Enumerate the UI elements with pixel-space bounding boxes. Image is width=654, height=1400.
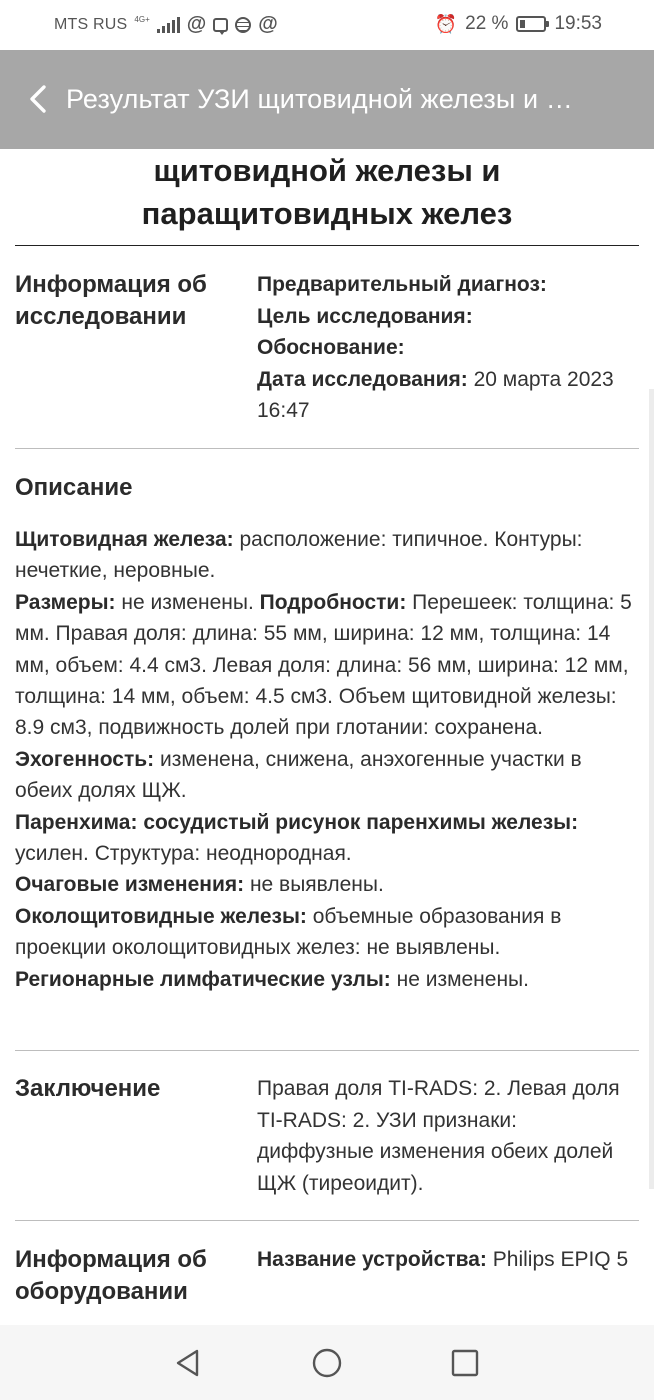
focal-text: не выявлены.	[244, 873, 384, 897]
size-label: Размеры:	[15, 590, 116, 614]
back-button[interactable]	[22, 81, 58, 117]
nav-back-icon	[170, 1345, 206, 1381]
size-text: не изменены.	[115, 590, 260, 614]
nav-home-icon	[309, 1345, 345, 1381]
document-title-line2: паращитовидных желез	[141, 196, 513, 231]
battery-icon	[516, 16, 546, 32]
study-date-label: Дата исследования:	[257, 367, 468, 391]
parenchyma-label: Паренхима: сосудистый рисунок паренхимы железы:	[15, 810, 579, 834]
nav-home-button[interactable]	[309, 1345, 345, 1381]
page-title: Результат УЗИ щитовидной железы и …	[66, 84, 573, 114]
device-label: Название устройства:	[257, 1248, 487, 1271]
thyroid-text: расположение: типичное. Контуры: нечеткие, неровные.	[15, 528, 583, 583]
document-title-line1: щитовидной железы и	[153, 153, 501, 188]
nav-recent-icon	[447, 1345, 483, 1381]
message-icon	[213, 18, 228, 32]
description-text	[15, 524, 639, 995]
nav-recent-button[interactable]	[447, 1345, 483, 1381]
nav-back-button[interactable]	[170, 1345, 206, 1381]
preliminary-diagnosis-label: Предварительный диагноз:	[257, 273, 547, 296]
lymph-text: не изменены.	[390, 967, 529, 991]
justification	[257, 332, 637, 364]
study-purpose	[257, 301, 637, 333]
network-type: 4G+	[134, 14, 150, 24]
alarm-icon: ⏰	[434, 13, 458, 34]
parathyroid-text: объемные образования в проекции околощитовидных желез: не выявлены.	[15, 904, 562, 960]
chevron-left-icon	[22, 81, 58, 117]
thyroid-label: Щитовидная железа:	[15, 528, 234, 551]
app-header	[0, 50, 654, 149]
description-heading: Описание	[15, 474, 133, 501]
parenchyma-text: усилен. Структура: неоднородная.	[15, 842, 352, 866]
equipment-values	[257, 1244, 637, 1276]
preliminary-diagnosis	[257, 269, 637, 301]
study-info-values	[257, 269, 637, 427]
scrollbar[interactable]	[649, 389, 654, 1189]
study-date-value: 20 марта 2023 16:47	[257, 367, 614, 422]
device-value: Philips EPIQ 5	[486, 1248, 629, 1271]
lymph-label: Регионарные лимфатические узлы:	[15, 967, 391, 991]
report-content[interactable]	[0, 149, 654, 1325]
details-text: Перешеек: толщина: 5 мм. Правая доля: длина: 55 мм, ширина: 12 мм, толщина: 14 мм, объем: 4.4 см3. Левая доля: длина: 56 мм, ширина: 12 мм, толщина: 14 мм, объем: 4.5 см3. Объем щитовидной железы: 8.9 см3, подвижность долей при глотании: сохранена.	[15, 590, 632, 740]
battery-fill	[520, 20, 525, 28]
at-icon: @	[258, 13, 278, 35]
conclusion-label: Заключение	[15, 1075, 161, 1102]
echo-label: Эхогенность:	[15, 747, 155, 771]
battery-percent: 22 %	[465, 13, 509, 34]
equipment-label: Информация об оборудовании	[15, 1246, 207, 1305]
at-icon: @	[186, 13, 207, 35]
conclusion-text: Правая доля TI-RADS: 2. Левая доля TI-RADS: 2. УЗИ признаки: диффузные изменения обеих долей ЩЖ (тиреоидит).	[257, 1077, 620, 1195]
divider	[15, 1220, 639, 1221]
navigation-bar	[0, 1325, 654, 1400]
divider	[15, 245, 639, 246]
divider	[15, 448, 639, 449]
echo-text: изменена, снижена, анэхогенные участки в обеих долях ЩЖ.	[15, 747, 582, 803]
divider	[15, 1050, 639, 1051]
document-title	[0, 149, 654, 235]
study-info-label: Информация об исследовании	[15, 271, 207, 330]
clock: 19:53	[554, 13, 602, 34]
study-date	[257, 364, 637, 427]
signal-icon	[157, 17, 180, 33]
study-purpose-label: Цель исследования:	[257, 304, 473, 328]
details-label: Подробности:	[259, 590, 407, 614]
justification-label: Обоснование:	[257, 336, 405, 359]
parathyroid-label: Околощитовидные железы:	[15, 904, 307, 928]
focal-label: Очаговые изменения:	[15, 873, 245, 897]
status-left	[54, 13, 278, 36]
status-bar	[0, 0, 654, 50]
carrier-name: MTS RUS	[54, 15, 128, 33]
status-right	[435, 13, 602, 35]
globe-icon	[235, 17, 251, 33]
